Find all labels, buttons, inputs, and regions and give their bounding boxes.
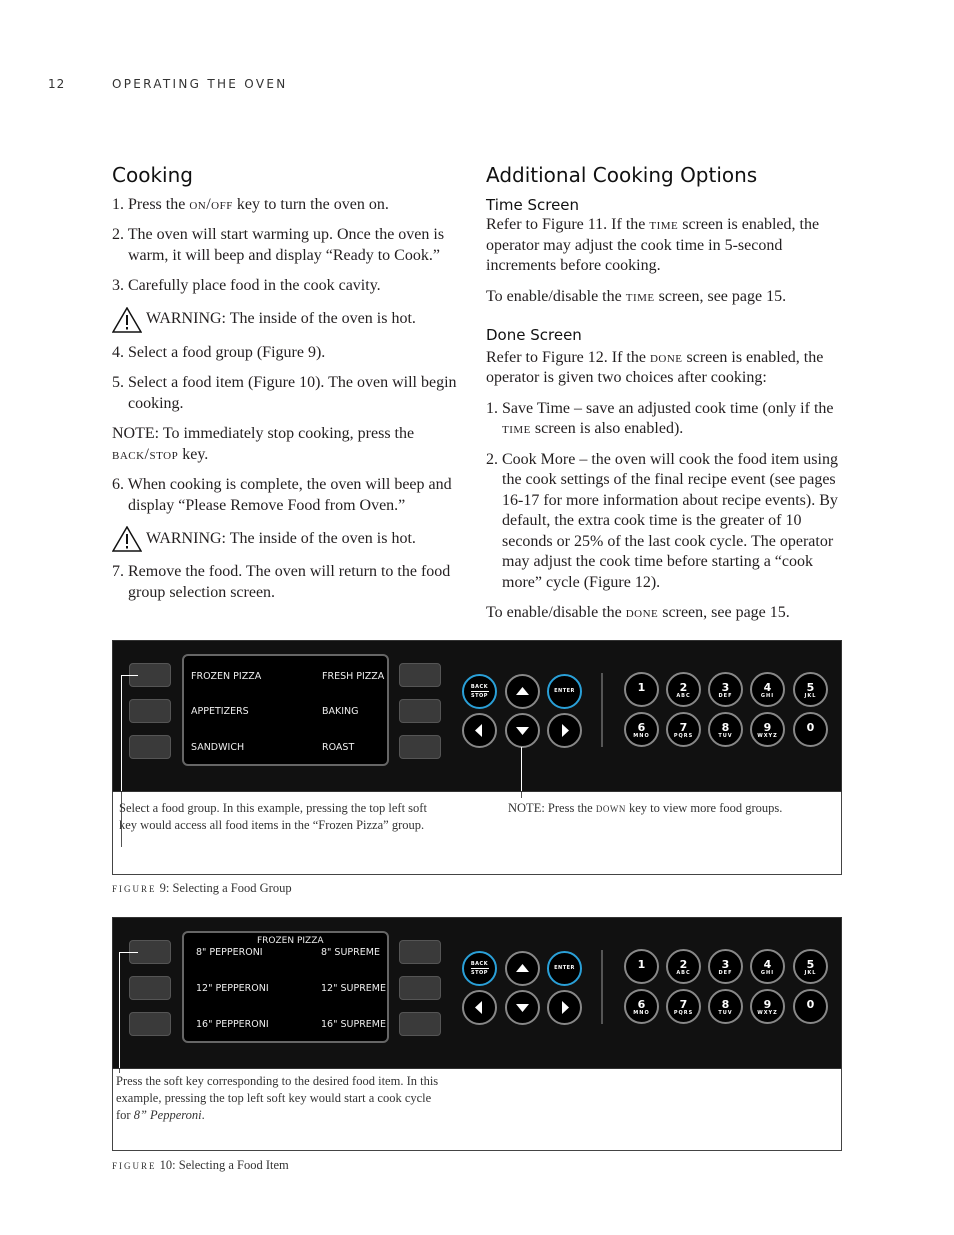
arrow-down-icon xyxy=(515,723,530,738)
left-arrow-key[interactable] xyxy=(462,713,497,748)
digit-key-3[interactable]: 3 DEF xyxy=(708,949,743,984)
step-4: 4. Select a food group (Figure 9). xyxy=(112,343,326,361)
figure-10-label: figure 10: Selecting a Food Item xyxy=(112,1158,289,1172)
display-screen xyxy=(182,654,389,766)
down-arrow-key[interactable] xyxy=(505,713,540,748)
figure-9-caption-left: Select a food group. In this example, pressing the top left soft key would access all food items in the “Frozen Pizza” group. xyxy=(119,801,427,832)
back-stop-key[interactable]: BACK STOP xyxy=(462,951,497,986)
soft-key-right-2[interactable] xyxy=(399,976,441,1000)
digit-key-7[interactable]: 7 PQRS xyxy=(666,712,701,747)
digit-key-1[interactable]: 1 xyxy=(624,672,659,707)
arrow-right-icon xyxy=(557,723,572,738)
digit-key-7[interactable]: 7 PQRS xyxy=(666,989,701,1024)
screen-item: ROAST xyxy=(322,742,355,753)
enter-key[interactable]: ENTER xyxy=(547,951,582,986)
screen-item: 16" SUPREME xyxy=(321,1019,386,1030)
done-screen-p2: To enable/disable the done screen, see page 15. xyxy=(486,604,790,621)
figure-9-control-panel xyxy=(112,640,842,792)
figure-10-control-panel xyxy=(112,917,842,1069)
soft-key-left-3[interactable] xyxy=(129,735,171,759)
soft-key-right-1[interactable] xyxy=(399,940,441,964)
done-item-2: 2. Cook More – the oven will cook the food item using the cook settings of the final recipe event (see pages 16-17 for more information about recipe events). By default, the extra cook time is the greater of 10 seconds or 25% of the last cook cycle. The operator may adjust the cook time before starting a “cook more” cycle (Figure 12). xyxy=(486,450,838,591)
screen-item: 8" PEPPERONI xyxy=(196,947,263,958)
warning-icon xyxy=(112,526,142,552)
note-stop: NOTE: To immediately stop cooking, press the back/stop key. xyxy=(112,425,415,463)
digit-key-6[interactable]: 6 MNO xyxy=(624,989,659,1024)
arrow-up-icon xyxy=(515,961,530,976)
time-screen-heading: Time Screen xyxy=(486,195,580,214)
screen-item: 12" SUPREME xyxy=(321,983,386,994)
keypad-divider xyxy=(601,673,603,747)
screen-item: 16" PEPPERONI xyxy=(196,1019,269,1030)
step-7: 7. Remove the food. The oven will return to the food group selection screen. xyxy=(112,563,451,601)
enter-key[interactable]: ENTER xyxy=(547,674,582,709)
digit-key-6[interactable]: 6 MNO xyxy=(624,712,659,747)
screen-item: 12" PEPPERONI xyxy=(196,983,269,994)
step-3: 3. Carefully place food in the cook cavity. xyxy=(112,277,381,294)
figure-10-caption: Press the soft key corresponding to the desired food item. In this example, pressing the top left soft key would start a cook cycle for 8” Pepperoni. xyxy=(116,1074,439,1122)
section-header: OPERATING THE OVEN xyxy=(112,77,288,91)
display-screen xyxy=(182,931,389,1043)
digit-key-9[interactable]: 9 WXYZ xyxy=(750,989,785,1024)
soft-key-left-2[interactable] xyxy=(129,976,171,1000)
digit-key-1[interactable]: 1 xyxy=(624,949,659,984)
page-number: 12 xyxy=(48,77,66,91)
digit-key-0[interactable]: 0 xyxy=(793,712,828,747)
callout-line xyxy=(119,952,138,953)
step-2: 2. The oven will start warming up. Once the oven is warm, it will beep and display “Ready to Cook.” xyxy=(112,226,445,264)
arrow-right-icon xyxy=(557,1000,572,1015)
digit-key-9[interactable]: 9 WXYZ xyxy=(750,712,785,747)
digit-key-5[interactable]: 5 JKL xyxy=(793,949,828,984)
callout-line xyxy=(521,792,522,798)
screen-item: BAKING xyxy=(322,706,359,717)
digit-key-8[interactable]: 8 TUV xyxy=(708,712,743,747)
screen-item: APPETIZERS xyxy=(191,706,249,717)
cooking-title: Cooking xyxy=(112,163,193,187)
digit-key-4[interactable]: 4 GHI xyxy=(750,949,785,984)
soft-key-left-2[interactable] xyxy=(129,699,171,723)
warning-2: WARNING: The inside of the oven is hot. xyxy=(112,526,467,552)
done-screen-p1: Refer to Figure 12. If the done screen is enabled, the operator is given two choices after cooking: xyxy=(486,348,824,386)
options-title: Additional Cooking Options xyxy=(486,163,758,187)
cooking-column xyxy=(112,165,467,613)
soft-key-left-3[interactable] xyxy=(129,1012,171,1036)
up-arrow-key[interactable] xyxy=(505,951,540,986)
time-screen-p1: Refer to Figure 11. If the time screen is enabled, the operator may adjust the cook time in 5-second increments before cooking. xyxy=(486,216,820,274)
arrow-down-icon xyxy=(515,1000,530,1015)
options-column xyxy=(486,165,841,634)
down-arrow-key[interactable] xyxy=(505,990,540,1025)
left-arrow-key[interactable] xyxy=(462,990,497,1025)
figure-9-caption-right: NOTE: Press the down key to view more food groups. xyxy=(508,801,783,815)
time-screen-p2: To enable/disable the time screen, see page 15. xyxy=(486,287,787,305)
done-item-1: 1. Save Time – save an adjusted cook time (only if the time screen is also enabled). xyxy=(486,399,834,437)
screen-item: FRESH PIZZA xyxy=(322,671,385,682)
warning-icon xyxy=(112,307,142,333)
right-arrow-key[interactable] xyxy=(547,713,582,748)
soft-key-right-2[interactable] xyxy=(399,699,441,723)
done-screen-heading: Done Screen xyxy=(486,326,582,344)
screen-item: SANDWICH xyxy=(191,742,245,753)
digit-key-3[interactable]: 3 DEF xyxy=(708,672,743,707)
screen-item: FROZEN PIZZA xyxy=(191,671,262,682)
digit-key-5[interactable]: 5 JKL xyxy=(793,672,828,707)
arrow-left-icon xyxy=(472,723,487,738)
arrow-left-icon xyxy=(472,1000,487,1015)
arrow-up-icon xyxy=(515,684,530,699)
digit-key-2[interactable]: 2 ABC xyxy=(666,672,701,707)
step-1: 1. Press the on/off key to turn the oven on. xyxy=(112,195,389,213)
soft-key-right-3[interactable] xyxy=(399,735,441,759)
screen-item: 8" SUPREME xyxy=(321,947,380,958)
soft-key-right-1[interactable] xyxy=(399,663,441,687)
soft-key-right-3[interactable] xyxy=(399,1012,441,1036)
up-arrow-key[interactable] xyxy=(505,674,540,709)
callout-line xyxy=(121,675,122,791)
digit-key-8[interactable]: 8 TUV xyxy=(708,989,743,1024)
callout-line xyxy=(521,747,522,791)
digit-key-4[interactable]: 4 GHI xyxy=(750,672,785,707)
step-5: 5. Select a food item (Figure 10). The oven will begin cooking. xyxy=(112,374,457,412)
step-6: 6. When cooking is complete, the oven will beep and display “Please Remove Food from Oven.” xyxy=(112,476,452,514)
right-arrow-key[interactable] xyxy=(547,990,582,1025)
warning-1: WARNING: The inside of the oven is hot. xyxy=(112,307,467,333)
back-stop-key[interactable]: BACK STOP xyxy=(462,674,497,709)
figure-9-label: figure 9: Selecting a Food Group xyxy=(112,881,292,895)
screen-header: FROZEN PIZZA xyxy=(257,936,324,946)
digit-key-2[interactable]: 2 ABC xyxy=(666,949,701,984)
callout-line xyxy=(119,952,120,1068)
callout-line xyxy=(121,675,138,676)
digit-key-0[interactable]: 0 xyxy=(793,989,828,1024)
keypad-divider xyxy=(601,950,603,1024)
